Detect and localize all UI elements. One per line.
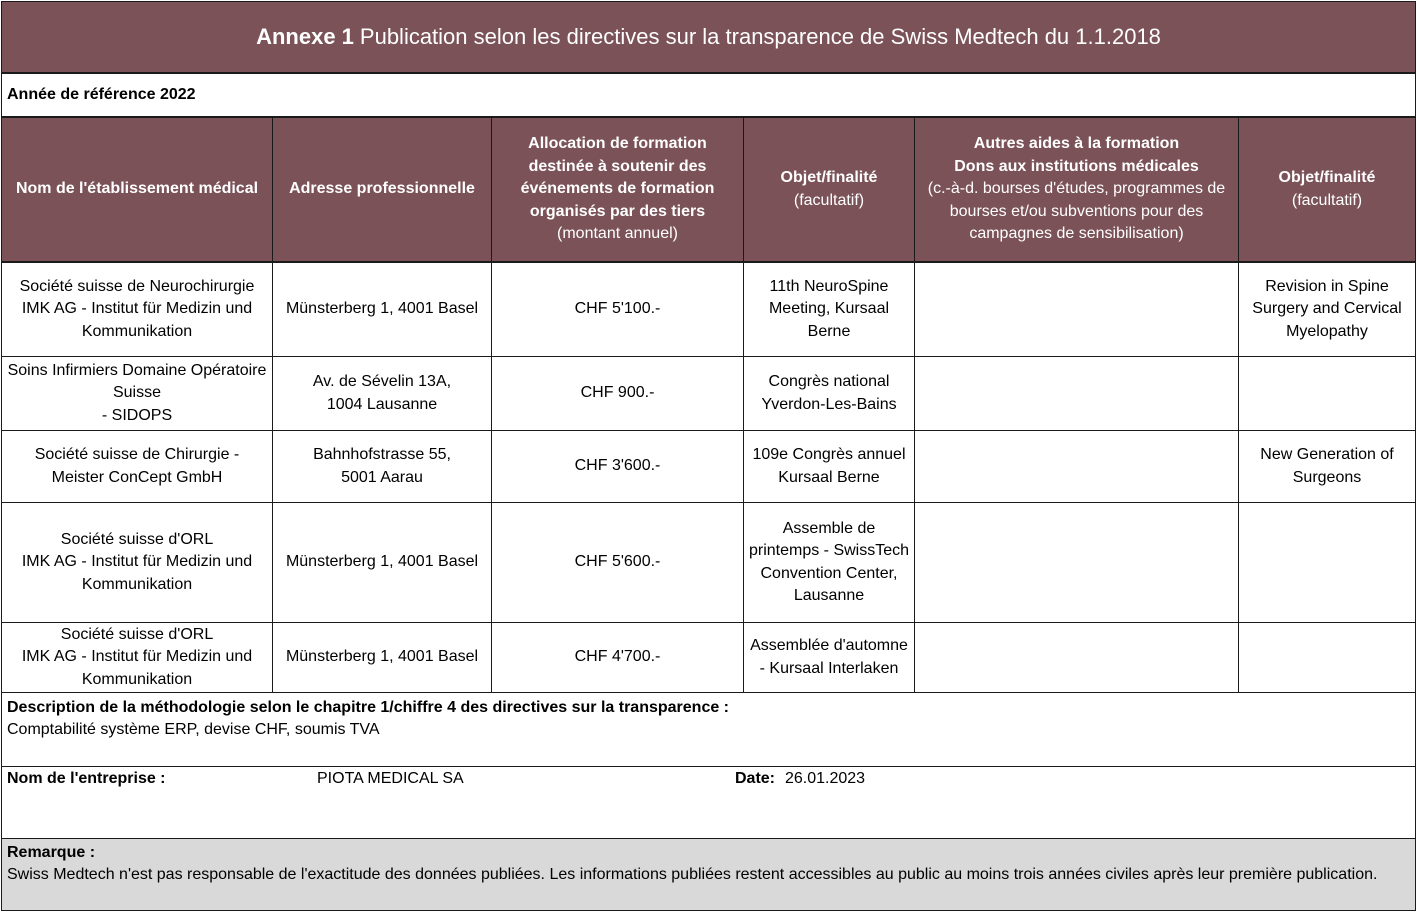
row-3-purpose-2: [1238, 502, 1416, 623]
row-4-address: Münsterberg 1, 4001 Basel: [272, 622, 492, 693]
row-0-other-aid: [914, 262, 1239, 357]
row-1-purpose: Congrès national Yverdon-Les-Bains: [743, 356, 915, 431]
reference-year: Année de référence 2022: [1, 73, 1416, 117]
header-purpose-2-title: Objet/finalité: [1278, 169, 1376, 186]
header-institution: [1, 117, 273, 262]
row-3-address: Münsterberg 1, 4001 Basel: [272, 502, 492, 623]
remark-section: [1, 838, 1416, 911]
row-2-purpose-2: New Generation of Surgeons: [1238, 430, 1416, 503]
header-allocation: [491, 117, 744, 262]
page-title: [1, 1, 1416, 73]
row-0-address: Münsterberg 1, 4001 Basel: [272, 262, 492, 357]
header-allocation-sub: (montant annuel): [557, 225, 678, 243]
row-0-amount: CHF 5'100.-: [491, 262, 744, 357]
company-section: [1, 766, 1416, 839]
row-4-amount: CHF 4'700.-: [491, 622, 744, 693]
company-name-label: Nom de l'entreprise :: [7, 770, 166, 787]
header-purpose: [743, 117, 915, 262]
row-1-amount: CHF 900.-: [491, 356, 744, 431]
row-4-other-aid: [914, 622, 1239, 693]
header-allocation-title: Allocation de formation destinée à soutenir des événements de formation organisés par des tiers: [520, 135, 715, 220]
methodology-text: Comptabilité système ERP, devise CHF, soumis TVA: [7, 721, 380, 738]
row-3-amount: CHF 5'600.-: [491, 502, 744, 623]
header-purpose-sub: (facultatif): [793, 191, 865, 209]
row-2-address: Bahnhofstrasse 55, 5001 Aarau: [272, 430, 492, 503]
date-label: Date:: [735, 770, 776, 787]
header-address-title: Adresse professionnelle: [289, 180, 475, 198]
remark-text: Swiss Medtech n'est pas responsable de l'exactitude des données publiées. Les informations publiées restent accessibles au public au moins trois années civiles après leur première publication.: [7, 866, 1378, 883]
methodology-label: Description de la méthodologie selon le chapitre 1/chiffre 4 des directives sur la transparence :: [7, 699, 730, 716]
remark-label: Remarque :: [7, 844, 96, 861]
row-0-purpose-2: Revision in Spine Surgery and Cervical Myelopathy: [1238, 262, 1416, 357]
header-other-aid: [914, 117, 1239, 262]
row-1-address: Av. de Sévelin 13A, 1004 Lausanne: [272, 356, 492, 431]
header-purpose-2-sub: (facultatif): [1291, 191, 1363, 209]
row-1-purpose-2: [1238, 356, 1416, 431]
header-purpose-2: [1238, 117, 1416, 262]
header-institution-title: Nom de l'établissement médical: [15, 180, 259, 198]
row-1-institution: Soins Infirmiers Domaine Opératoire Suisse - SIDOPS: [1, 356, 273, 431]
row-2-other-aid: [914, 430, 1239, 503]
methodology-section: [1, 692, 1416, 767]
row-4-purpose-2: [1238, 622, 1416, 693]
row-3-institution: Société suisse d'ORL IMK AG - Institut für Medizin und Kommunikation: [1, 502, 273, 623]
title-text: Publication selon les directives sur la transparence de Swiss Medtech du 1.1.2018: [359, 24, 1161, 49]
date-value: 26.01.2023: [785, 770, 866, 787]
row-3-other-aid: [914, 502, 1239, 623]
header-purpose-title: Objet/finalité: [780, 169, 878, 186]
row-1-other-aid: [914, 356, 1239, 431]
row-0-purpose: 11th NeuroSpine Meeting, Kursaal Berne: [743, 262, 915, 357]
title-annex-label: Annexe 1: [256, 24, 354, 49]
company-name: PIOTA MEDICAL SA: [317, 770, 464, 787]
row-2-purpose: 109e Congrès annuel Kursaal Berne: [743, 430, 915, 503]
header-other-aid-title: Autres aides à la formation Dons aux institutions médicales: [954, 135, 1199, 175]
row-2-institution: Société suisse de Chirurgie - Meister ConCept GmbH: [1, 430, 273, 503]
row-2-amount: CHF 3'600.-: [491, 430, 744, 503]
row-4-institution: Société suisse d'ORL IMK AG - Institut für Medizin und Kommunikation: [1, 622, 273, 693]
row-3-purpose: Assemble de printemps - SwissTech Convention Center, Lausanne: [743, 502, 915, 623]
row-4-purpose: Assemblée d'automne - Kursaal Interlaken: [743, 622, 915, 693]
header-other-aid-sub: (c.-à-d. bourses d'études, programmes de bourses et/ou subventions pour des campagnes de sensibilisation): [927, 180, 1226, 243]
header-address: [272, 117, 492, 262]
row-0-institution: Société suisse de Neurochirurgie IMK AG - Institut für Medizin und Kommunikation: [1, 262, 273, 357]
